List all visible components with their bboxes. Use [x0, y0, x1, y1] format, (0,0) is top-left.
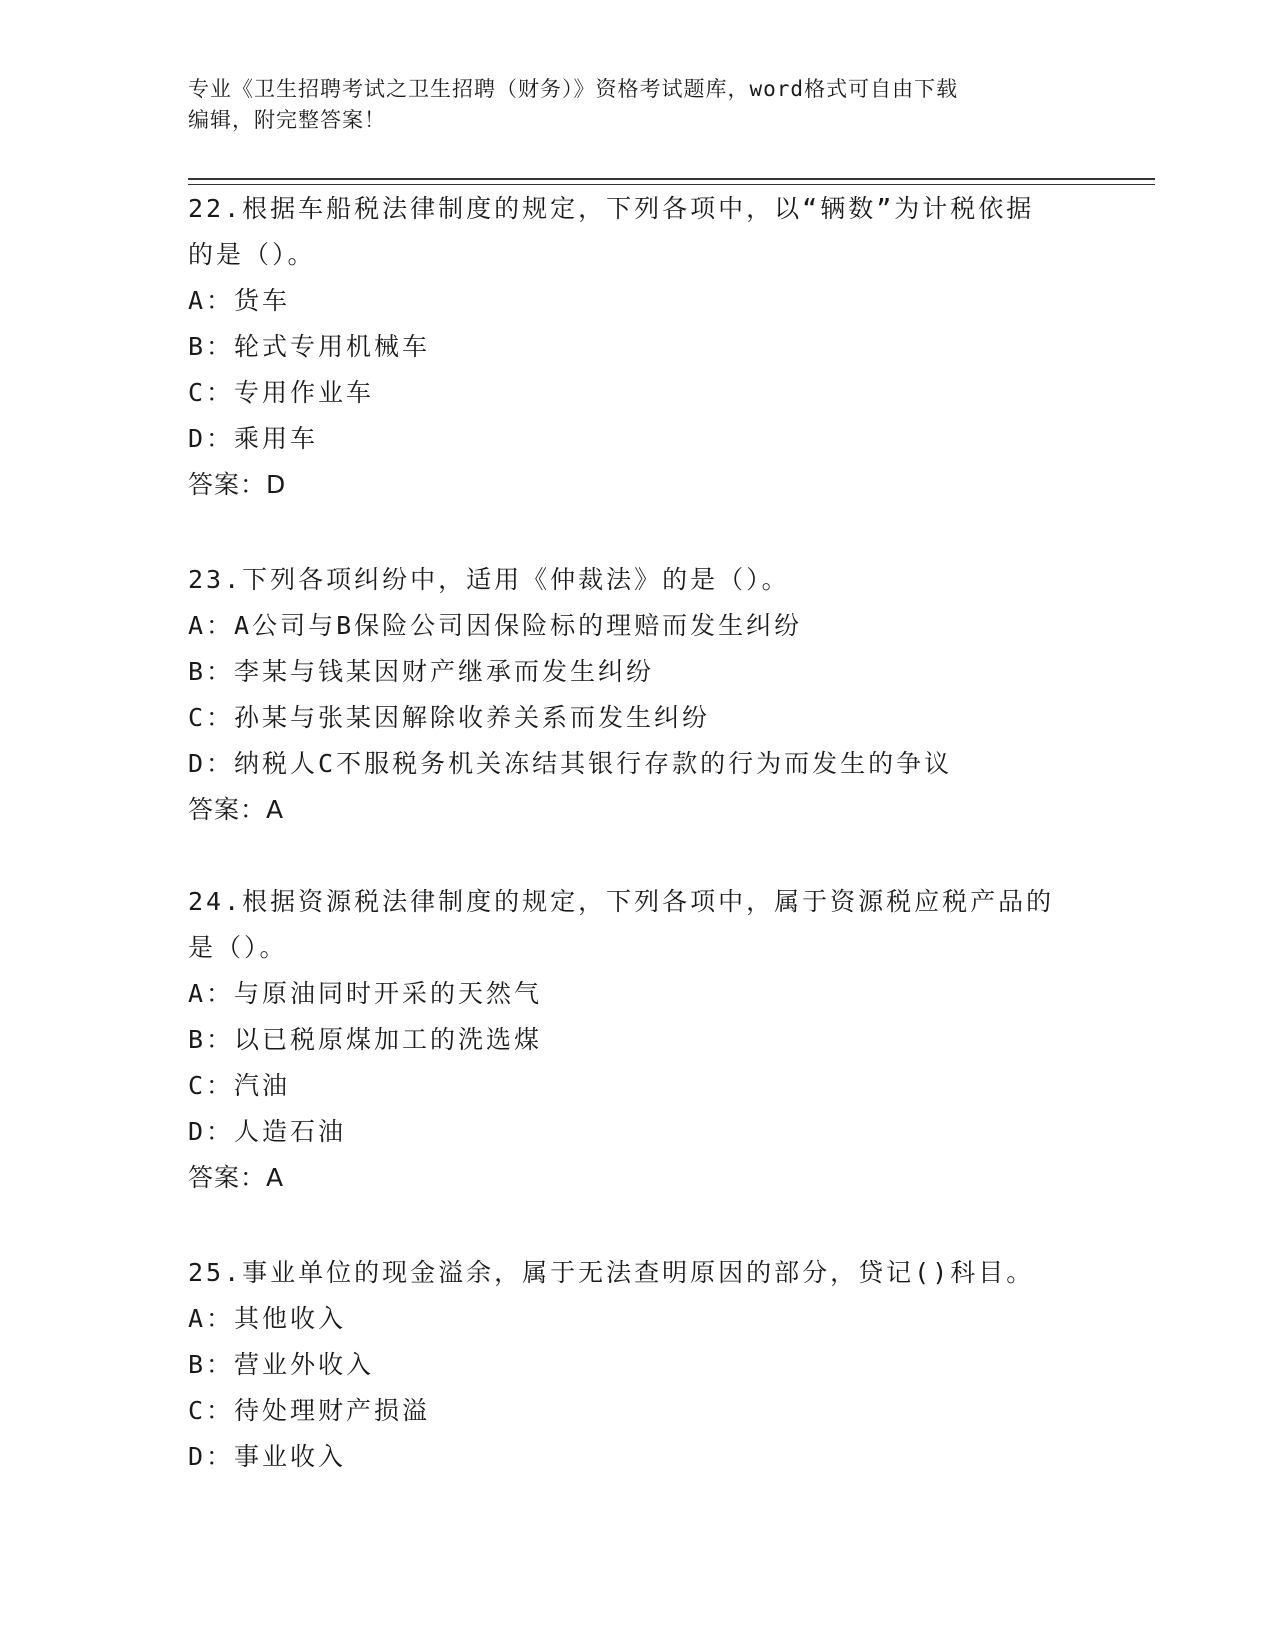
option-a: A：A公司与B保险公司因保险标的理赔而发生纠纷	[188, 611, 803, 640]
option-a: A：其他收入	[188, 1304, 347, 1333]
option-c: C：待处理财产损溢	[188, 1396, 431, 1425]
question-24	[188, 879, 1098, 1201]
header-line-1: 专业《卫生招聘考试之卫生招聘（财务）》资格考试题库，word格式可自由下载	[188, 77, 959, 101]
option-a: A：与原油同时开采的天然气	[188, 979, 543, 1008]
question-stem: 23.下列各项纠纷中，适用《仲裁法》的是（）。	[188, 565, 790, 594]
option-b: B：李某与钱某因财产继承而发生纠纷	[188, 657, 655, 686]
option-d: D：人造石油	[188, 1117, 347, 1146]
question-stem: 25.事业单位的现金溢余，属于无法查明原因的部分，贷记()科目。	[188, 1258, 1035, 1287]
option-c: C：专用作业车	[188, 378, 375, 407]
option-c: C：孙某与张某因解除收养关系而发生纠纷	[188, 703, 711, 732]
question-stem: 22.根据车船税法律制度的规定，下列各项中，以“辆数”为计税依据	[188, 194, 1035, 223]
option-d: D：事业收入	[188, 1442, 347, 1471]
answer-line: 答案：D	[188, 470, 287, 499]
question-stem-continued: 是（）。	[188, 933, 288, 962]
question-23	[188, 557, 1098, 833]
answer-line: 答案：A	[188, 1163, 285, 1192]
option-a: A：货车	[188, 286, 291, 315]
question-stem-continued: 的是（）。	[188, 240, 316, 269]
question-22	[188, 186, 1098, 508]
question-stem: 24.根据资源税法律制度的规定，下列各项中，属于资源税应税产品的	[188, 887, 1055, 916]
header-line-2: 编辑，附完整答案！	[188, 108, 386, 132]
option-b: B：轮式专用机械车	[188, 332, 431, 361]
option-b: B：以已税原煤加工的洗选煤	[188, 1025, 543, 1054]
header-divider-thick	[188, 178, 1155, 180]
option-d: D：乘用车	[188, 424, 319, 453]
option-d: D：纳税人C不服税务机关冻结其银行存款的行为而发生的争议	[188, 749, 953, 778]
option-c: C：汽油	[188, 1071, 291, 1100]
question-25	[188, 1250, 1098, 1480]
option-b: B：营业外收入	[188, 1350, 375, 1379]
answer-line: 答案：A	[188, 795, 285, 824]
document-header	[188, 74, 1088, 136]
header-divider-thin	[188, 184, 1155, 185]
